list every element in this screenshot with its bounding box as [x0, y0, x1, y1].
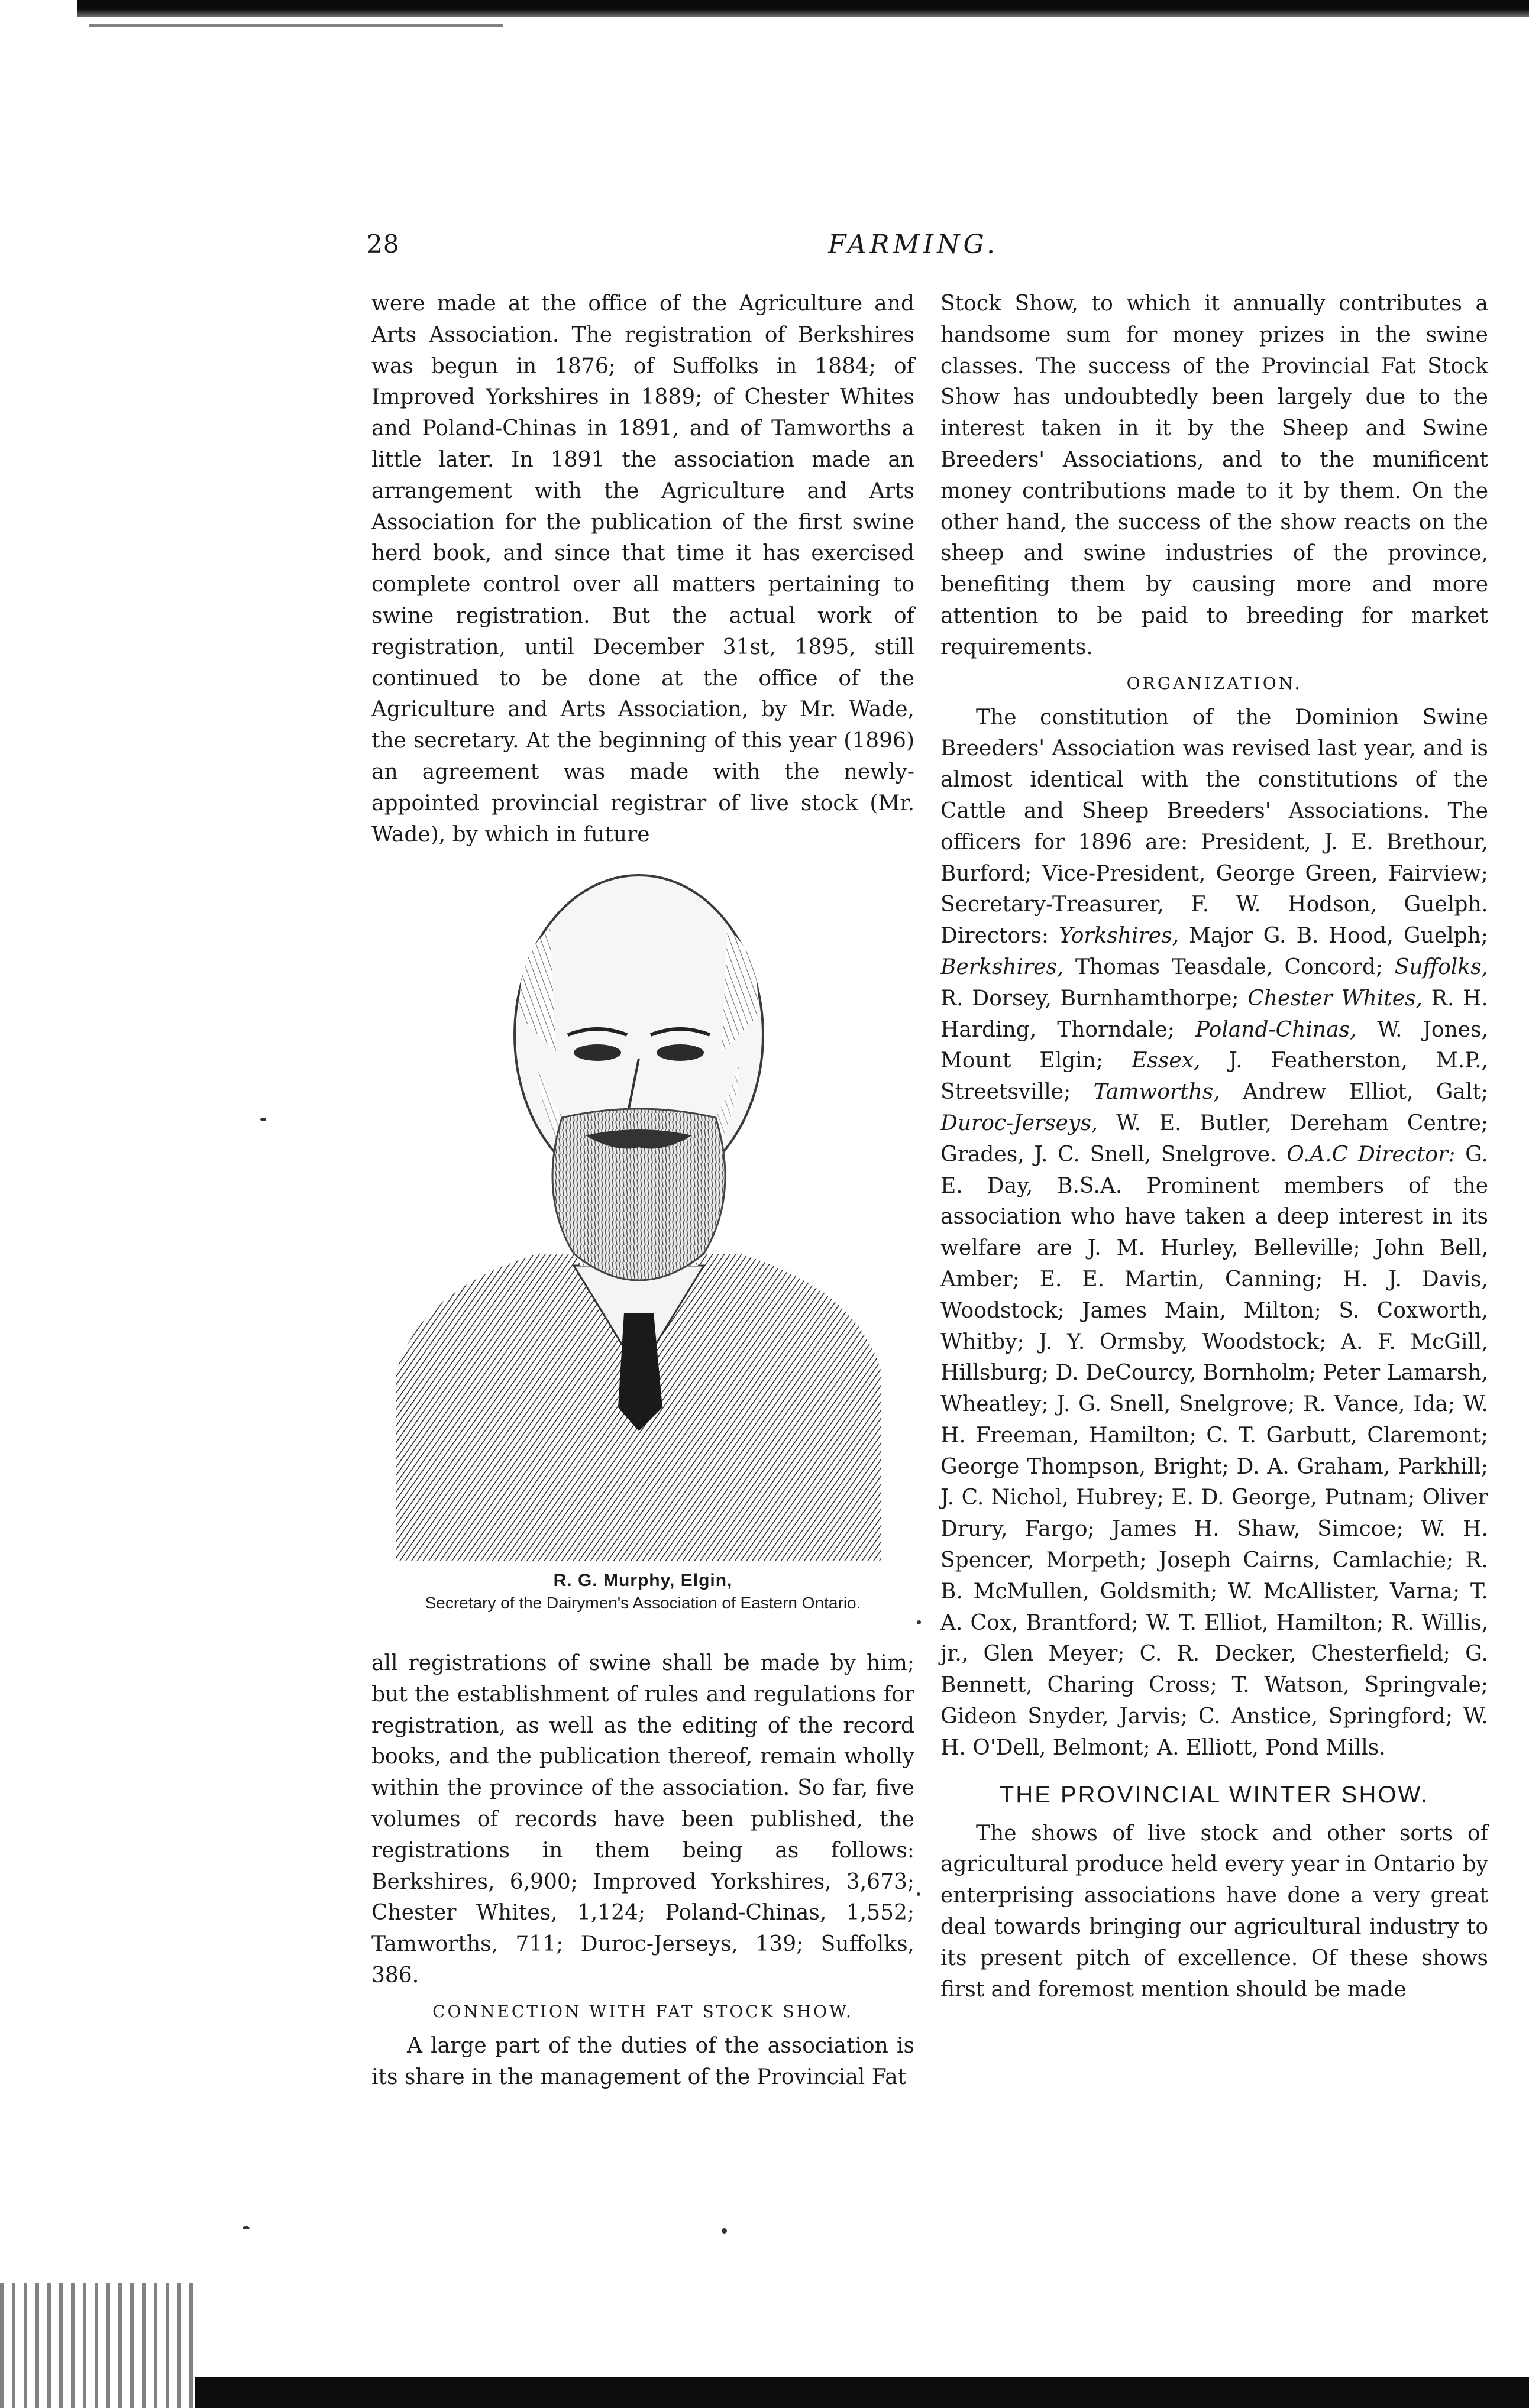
page-number: 28 [367, 229, 400, 258]
paragraph-winter-show: The shows of live stock and other sorts of agricultural produce held every year in Ontario by enterprising associations have done a very great deal towards bringing our agricultural industry to its present pitch of excellence. Of these shows first and foremost mention should be made [940, 1821, 1488, 2002]
left-column-bottom [371, 1648, 914, 2093]
paragraph-records: all registrations of swine shall be made by him; but the establishment of rules and regulations for registration, as well as the editing of the record books, and the publication thereof, remain wholly within the province of the association. So far, five volumes of records have been published, the registrations in them being as follows: Berkshires, 6,900; Improved Yorkshires, 3,673; Chester Whites, 1,124; Poland-Chinas, 1,552; Tamworths, 711; Duroc-Jerseys, 139; Suffolks, 386. [371, 1651, 914, 1988]
breed-tamworths: Tamworths, [1093, 1080, 1220, 1105]
org-intro: The constitution of the Dominion Swine Breeders' Association was revised last year, and is almost identical with the constitutions of the Cattle and Sheep Breeders' Associations. The officers for 1896 are: President, J. E. Brethour, Burford; Vice-President, George Green, Fairview; Secretary-Treasurer, F. W. Hodson, Guelph. Directors: [940, 705, 1488, 949]
organization-heading: ORGANIZATION. [1126, 673, 1302, 693]
scan-streak [89, 24, 503, 27]
running-head: FARMING. [828, 229, 999, 260]
director-duroc-jerseys: W. E. Butler, Dereham Centre; Grades, J. C. Snell, Snelgrove. [940, 1111, 1488, 1167]
connection-heading: CONNECTION WITH FAT STOCK SHOW. [432, 2001, 854, 2021]
portrait-engraving [384, 840, 893, 1561]
paragraph-registration: were made at the office of the Agriculture and Arts Association. The registration of Berkshires was begun in 1876; of Suffolks in 1884; of Improved Yorkshires in 1889; of Chester Whites and Poland-Chinas in 1891, and of Tamworths a little later. In 1891 the association made an arrangement with the Agriculture and Arts Association for the publication of the first swine herd book, and since that time it has exercised complete control over all matters pertaining to swine registration. But the actual work of registration, until December 31st, 1895, still continued to be done at the office of the Agriculture and Arts Association, by Mr. Wade, the secretary. At the beginning of this year (1896) an agreement was made with the newly-appointed provincial registrar of live stock (Mr. Wade), by which in future [371, 292, 914, 847]
paragraph-organization [940, 703, 1488, 1764]
director-tamworths: Andrew Elliot, Galt; [1220, 1080, 1488, 1105]
director-poland-chinas: W. Jones, Mount Elgin; [940, 1017, 1488, 1073]
scan-speck [260, 1118, 266, 1121]
scan-border-top [77, 0, 1529, 17]
caption-title: Secretary of the Dairymen's Association of Eastern Ontario. [425, 1594, 861, 1612]
left-column-top [371, 289, 914, 850]
breed-berkshires: Berkshires, [940, 954, 1064, 979]
director-yorkshires: Major G. B. Hood, Guelph; [1179, 924, 1488, 949]
director-suffolks: R. Dorsey, Burnhamthorpe; [940, 986, 1248, 1011]
breed-essex: Essex, [1132, 1048, 1201, 1073]
right-column [940, 289, 1488, 2005]
oac-director-label: O.A.C Director: [1286, 1142, 1456, 1167]
scan-border-bottom [195, 2377, 1529, 2408]
scan-speck [722, 2228, 727, 2234]
director-berkshires: Thomas Teasdale, Concord; [1063, 954, 1395, 979]
breed-suffolks: Suffolks, [1394, 954, 1488, 979]
members-list: G. E. Day, B.S.A. Prominent members of the association who have taken a deep interest in its welfare are J. M. Hurley, Belleville; John Bell, Amber; E. E. Martin, Canning; H. J. Davis, Woodstock; James Main, Milton; S. Coxworth, Whitby; J. Y. Ormsby, Woodstock; A. F. McGill, Hillsburg; D. DeCourcy, Bornholm; Peter Lamarsh, Wheatley; J. G. Snell, Snelgrove; R. Vance, Ida; W. H. Freeman, Hamilton; C. T. Garbutt, Claremont; George Thompson, Bright; D. A. Graham, Parkhill; J. C. Nichol, Hubrey; E. D. George, Putnam; Oliver Drury, Fargo; James H. Shaw, Simcoe; W. H. Spencer, Morpeth; Joseph Cairns, Camlachie; R. B. McMullen, Goldsmith; W. McAllister, Varna; T. A. Cox, Brantford; W. T. Elliot, Hamilton; R. Willis, jr., Glen Meyer; C. R. Decker, Chesterfield; G. Bennett, Charing Cross; T. Watson, Springvale; Gideon Snyder, Jarvis; C. Anstice, Springford; W. H. O'Dell, Belmont; A. Elliott, Pond Mills. [940, 1142, 1488, 1760]
winter-show-heading: THE PROVINCIAL WINTER SHOW. [999, 1781, 1430, 1808]
breed-chester-whites: Chester Whites, [1247, 986, 1423, 1011]
scan-speck [917, 1620, 921, 1624]
portrait-caption [371, 1568, 914, 1613]
breed-poland-chinas: Poland-Chinas, [1195, 1017, 1357, 1042]
breed-duroc-jerseys: Duroc-Jerseys, [940, 1111, 1098, 1135]
scan-speck [917, 1892, 920, 1896]
director-essex: J. Featherston, M.P., Streetsville; [940, 1048, 1488, 1105]
scan-edge-marks [0, 2283, 201, 2408]
paragraph-connection: A large part of the duties of the association is its share in the management of the Provincial Fat [371, 2033, 914, 2089]
scan-speck [243, 2226, 250, 2229]
breed-yorkshires: Yorkshires, [1059, 924, 1179, 949]
caption-name: R. G. Murphy, Elgin, [553, 1571, 733, 1590]
paragraph-fat-stock: Stock Show, to which it annually contributes a handsome sum for money prizes in the swine classes. The success of the Provincial Fat Stock Show has undoubtedly been largely due to the interest taken in it by the Sheep and Swine Breeders' Associations, and to the munificent money contributions made to it by them. On the other hand, the success of the show reacts on the sheep and swine industries of the province, benefiting them by causing more and more attention to be paid to breeding for market requirements. [940, 292, 1488, 659]
director-chester-whites: R. H. Harding, Thorndale; [940, 986, 1488, 1042]
